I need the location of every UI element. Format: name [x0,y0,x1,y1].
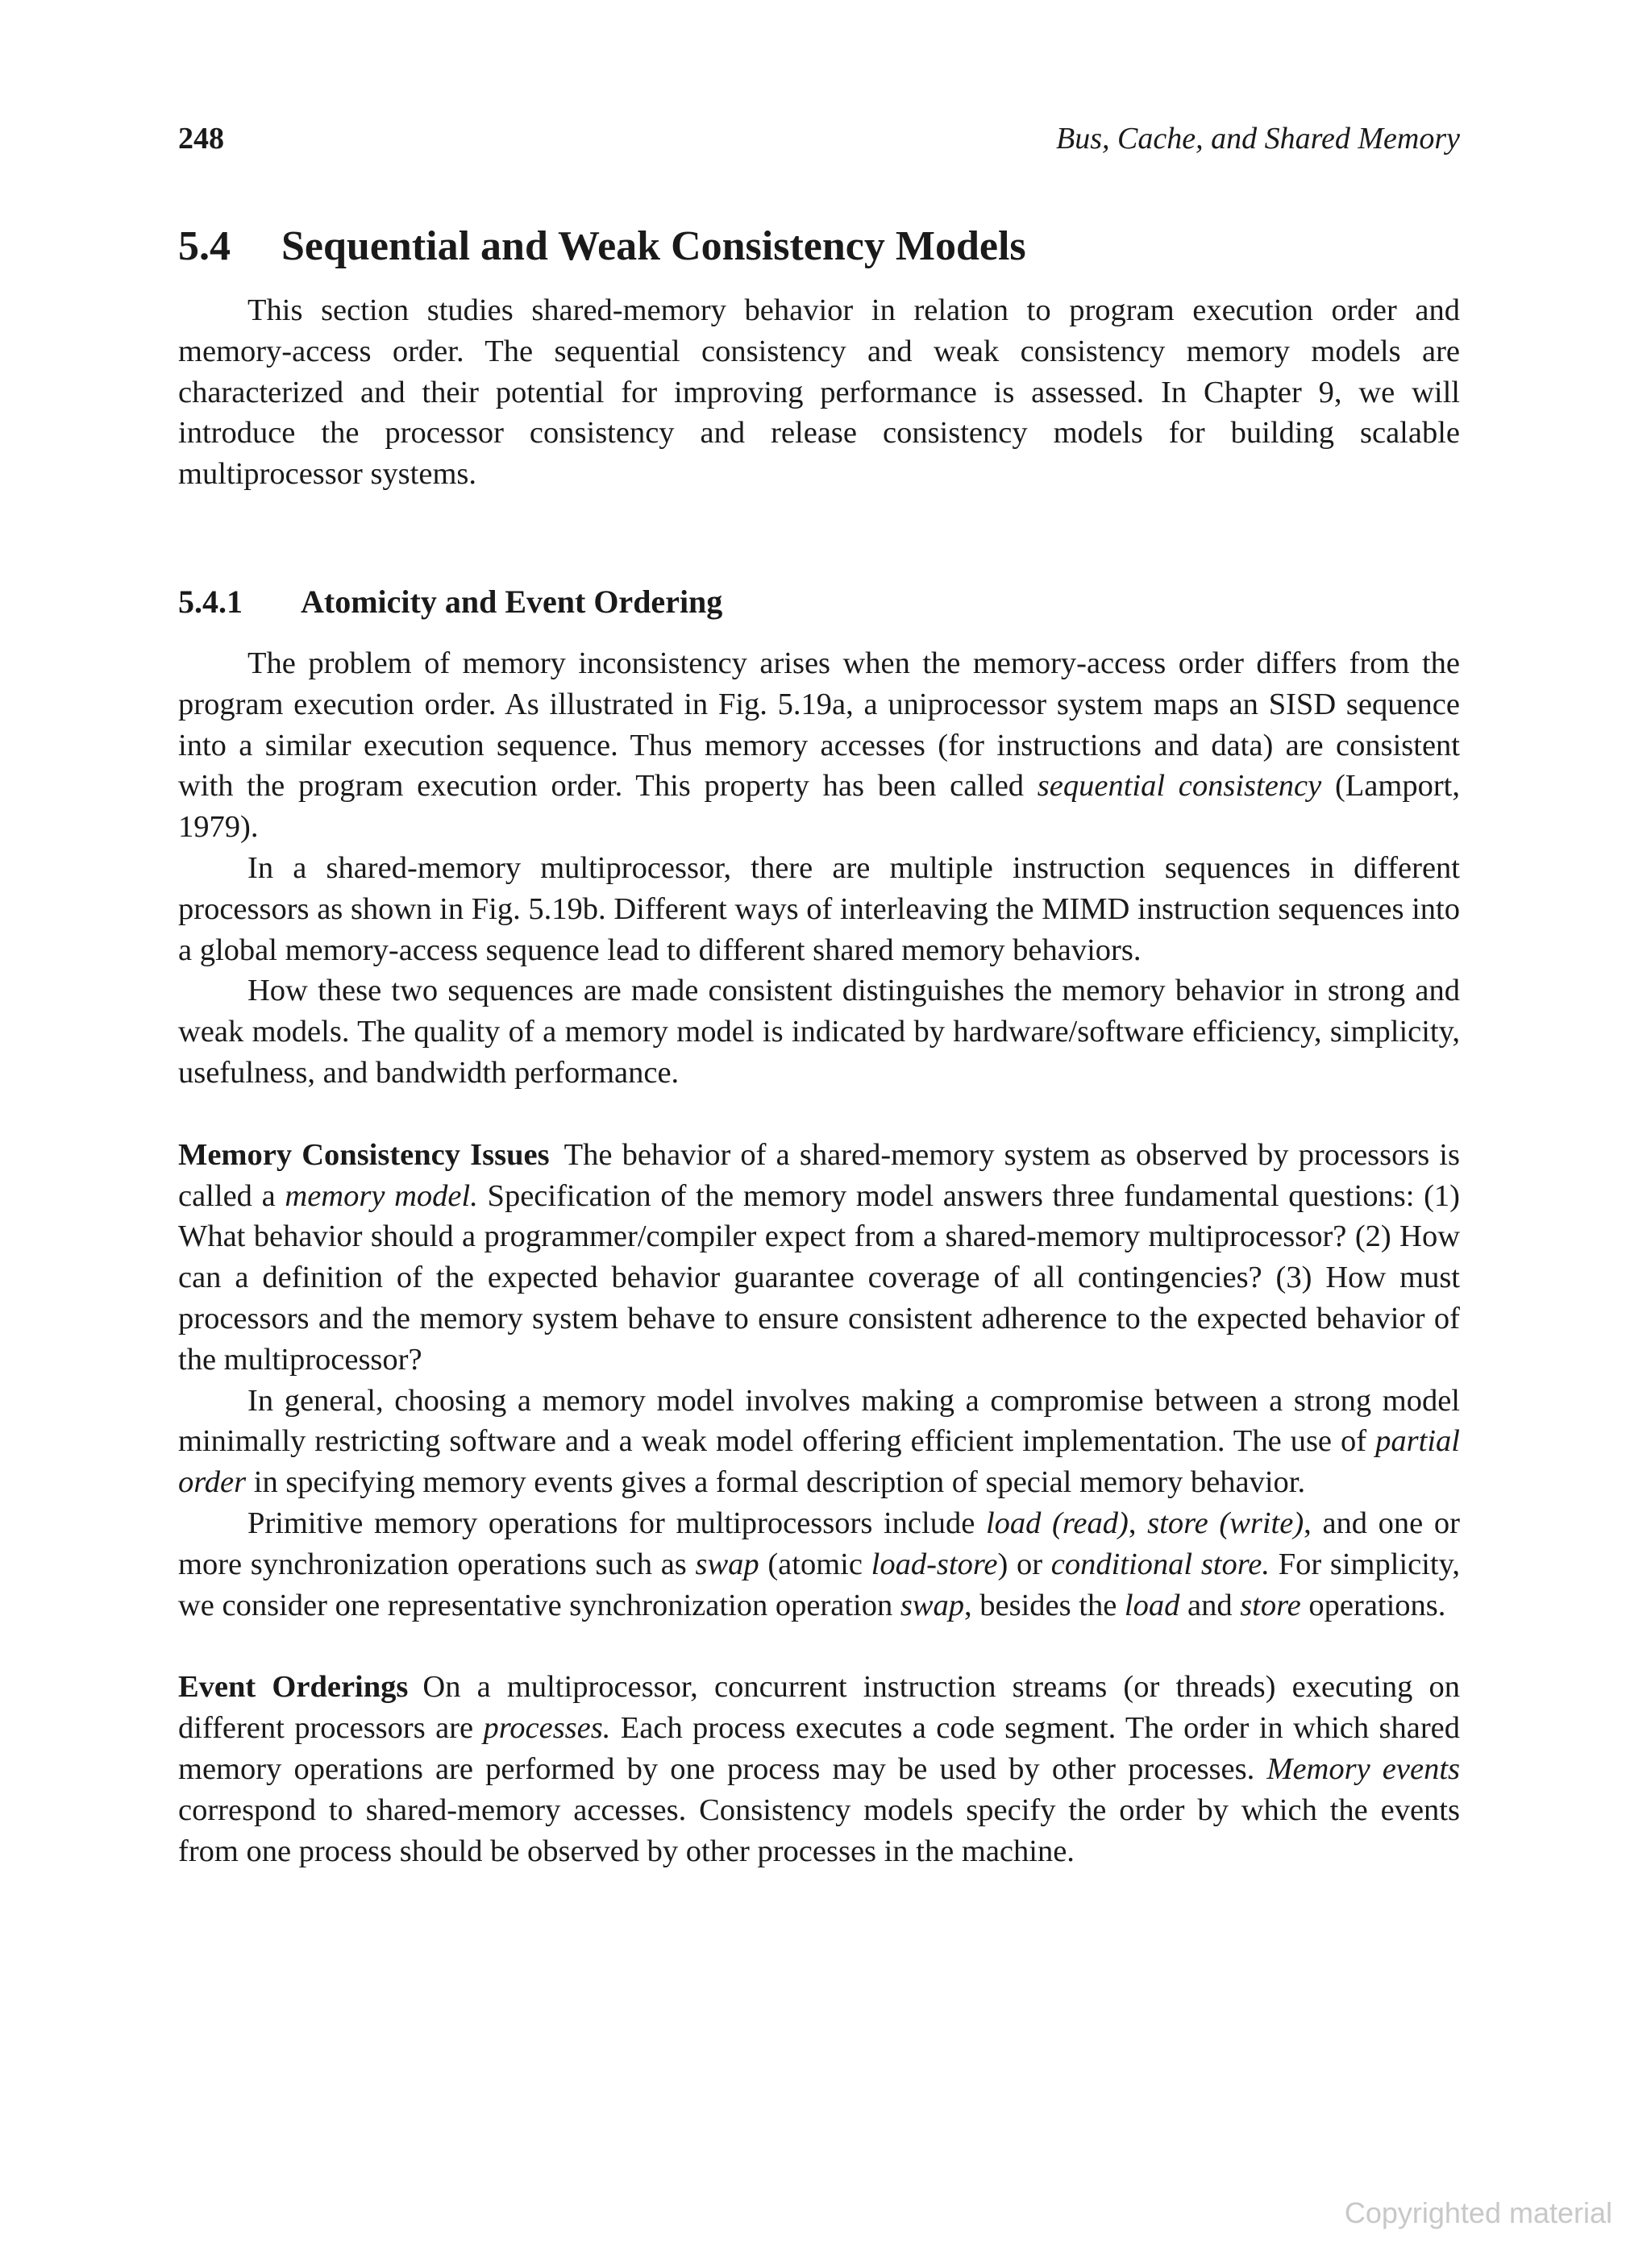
term-store: store [1240,1588,1301,1622]
term-store-write: store (write) [1147,1506,1304,1540]
text-run: (atomic [759,1547,871,1581]
page-number: 248 [178,122,224,156]
paragraph-choosing-memory-model [178,1381,1460,1503]
text-run: Primitive memory operations for multiprocessors include [247,1506,986,1540]
text-run: Each process executes a code segment. The order in which shared memory operations are performed by one process may be used by other processes. [178,1711,1460,1786]
paragraph-strong-weak-models: How these two sequences are made consistent distinguishes the memory behavior in strong and weak models. The quality of a memory model is indicated by hardware/software efficiency, simplicity, usefulness, and bandwidth performance. [178,974,1460,1090]
text-run: In general, choosing a memory model involves making a compromise between a strong model minimally restricting software and a weak model offering efficient implementation. The use of [178,1383,1460,1459]
text-run: operations. [1300,1588,1446,1622]
text-run: and [1179,1588,1241,1622]
runin-heading-event-orderings: Event Orderings [178,1670,409,1705]
subsection-title: Atomicity and Event Ordering [301,583,723,620]
text-run: The behavior of a shared-memory system as observed by processors is called a [178,1137,1460,1213]
term-load-store: load-store [871,1547,998,1581]
section-intro-paragraph: This section studies shared-memory behavior in relation to program execution order and memory-access order. The sequential consistency and weak consistency memory models are characterized and their potential for improving performance is assessed. In Chapter 9, we will introduce the processor consistency and release consistency models for building scalable multiprocessor systems. [178,293,1460,492]
term-partial-order: partial order [178,1424,1460,1500]
term-load-read: load (read) [985,1506,1129,1540]
paragraph-memory-inconsistency [178,643,1460,848]
section-number: 5.4 [178,223,231,269]
runin-heading-memory-consistency: Memory Consistency Issues [178,1137,550,1172]
paragraph-memory-consistency-issues [178,1135,1460,1381]
term-sequential-consistency: sequential consistency [1037,769,1322,804]
subsection-number: 5.4.1 [178,583,243,620]
running-head [178,121,1460,166]
term-memory-events: Memory events [1266,1751,1460,1786]
text-run: correspond to shared-memory accesses. Consistency models specify the order by which the events from one process should be observed by other processes in the machine. [178,1792,1460,1868]
book-page [178,121,1460,1871]
running-title: Bus, Cache, and Shared Memory [1056,122,1460,156]
subsection-heading [178,580,1460,624]
paragraph-shared-memory-multiprocessor: In a shared-memory multiprocessor, there are multiple instruction sequences in different processors as shown in Fig. 5.19b. Different ways of interleaving the MIMD instruction sequences into a global memory-access sequence lead to different shared memory behaviors. [178,850,1460,967]
text-run: ) or [997,1547,1051,1581]
text-run: in specifying memory events gives a formal description of special memory behavior. [246,1465,1306,1500]
paragraph-primitive-operations [178,1503,1460,1626]
term-swap: swap [900,1588,965,1622]
text-run: , besides the [964,1588,1125,1622]
section-heading [178,221,1460,272]
text-run: Specification of the memory model answers three fundamental questions: (1) What behavior should a programmer/compiler expect from a shared-memory multiprocessor? (2) How can a definition of the expected behavior guarantee coverage of all contingencies? (3) How must processors and the memory system behave to ensure consistent adherence to the expected behavior of the multiprocessor? [178,1178,1461,1377]
copyright-watermark: Copyrighted material [1344,2196,1612,2229]
term-conditional-store: conditional store. [1050,1547,1270,1581]
term-swap: swap [695,1547,759,1581]
term-processes: processes. [483,1711,611,1746]
text-run: For simplicity, we consider one representative synchronization operation [178,1547,1461,1622]
section-title: Sequential and Weak Consistency Models [281,223,1026,269]
text-run: , and one or more synchronization operations such as [178,1506,1461,1581]
text-run: (Lamport, 1979). [178,769,1460,845]
text-run: On a multiprocessor, concurrent instruction streams (or threads) executing on different processors are [178,1670,1460,1746]
term-load: load [1124,1588,1180,1622]
text-run: , [1128,1506,1148,1540]
text-run: The problem of memory inconsistency arises when the memory-access order differs from the program execution order. As illustrated in Fig. 5.19a, a uniprocessor system maps an SISD sequence into a similar execution sequence. Thus memory accesses (for instructions and data) are consistent with the program execution order. This property has been called [178,646,1460,804]
term-memory-model: memory model. [285,1178,478,1213]
paragraph-event-orderings [178,1667,1460,1871]
